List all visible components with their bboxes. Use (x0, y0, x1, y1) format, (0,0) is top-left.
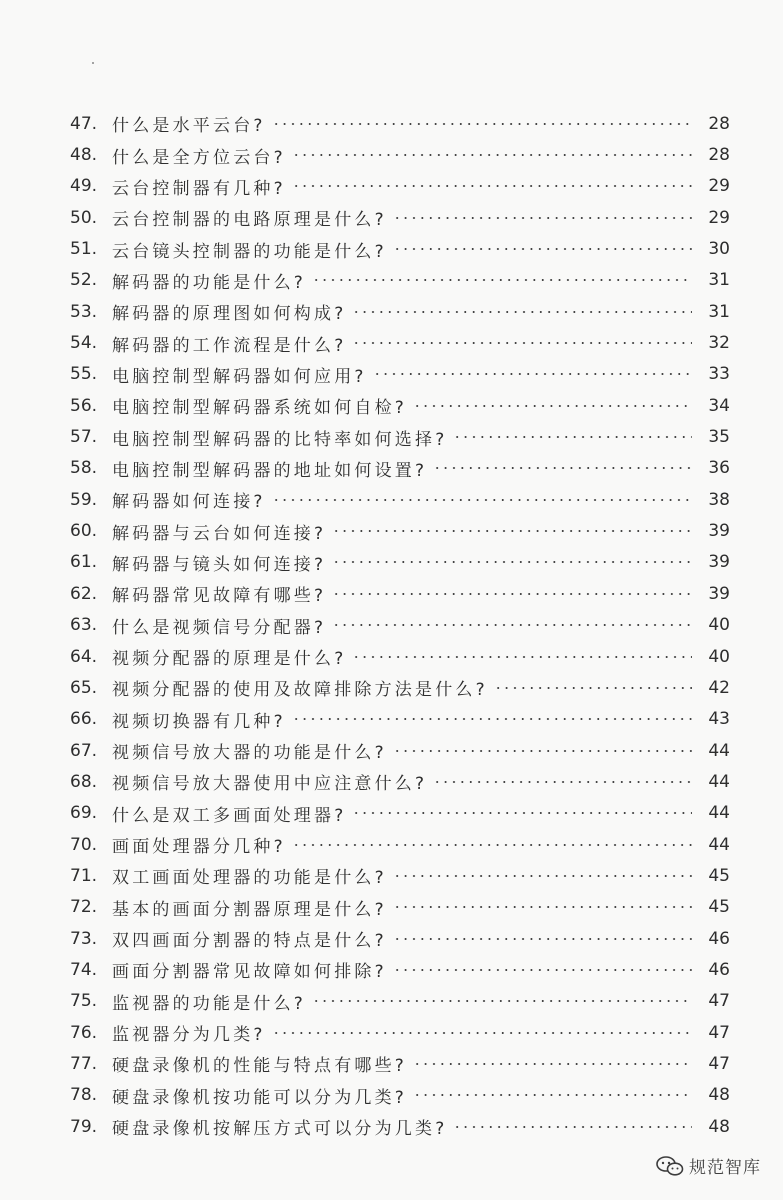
toc-entry[interactable] (70, 954, 730, 985)
toc-entry-number: 62. (70, 583, 98, 604)
dot-leader (393, 217, 692, 219)
toc-entry-page-number: 35 (708, 427, 730, 448)
toc-entry-number: 49. (70, 176, 98, 197)
dot-leader (393, 750, 692, 752)
toc-entry-number: 47. (70, 113, 98, 134)
dot-leader (393, 875, 692, 877)
dot-leader (453, 436, 692, 438)
toc-entry-page-number: 46 (708, 959, 730, 980)
toc-entry[interactable] (70, 327, 730, 358)
toc-entry-number: 66. (70, 709, 98, 730)
toc-entry[interactable] (70, 390, 730, 421)
toc-entry-number: 79. (70, 1116, 98, 1137)
toc-entry-page-number: 38 (708, 489, 730, 510)
toc-entry[interactable] (70, 578, 730, 609)
dot-leader (413, 405, 692, 407)
toc-entry-number: 78. (70, 1085, 98, 1106)
toc-entry-title: 基本的画面分割器原理是什么? (112, 899, 387, 920)
dot-leader (332, 624, 692, 626)
toc-entry[interactable] (70, 359, 730, 390)
toc-entry-number: 60. (70, 521, 98, 542)
toc-entry-number: 63. (70, 615, 98, 636)
dot-leader (292, 185, 692, 187)
toc-entry[interactable] (70, 672, 730, 703)
toc-entry-number: 72. (70, 897, 98, 918)
toc-entry[interactable] (70, 1111, 730, 1142)
dot-leader (352, 656, 692, 658)
dot-leader (413, 1063, 692, 1065)
toc-entry-title: 画面处理器分几种? (112, 837, 286, 858)
toc-entry-page-number: 44 (708, 740, 730, 761)
toc-entry-number: 50. (70, 207, 98, 228)
toc-entry-title: 画面分割器常见故障如何排除? (112, 962, 387, 983)
toc-entry[interactable] (70, 829, 730, 860)
toc-entry-page-number: 34 (708, 395, 730, 416)
toc-entry-page-number: 47 (708, 1053, 730, 1074)
toc-entry-title: 解码器与镜头如何连接? (112, 554, 327, 575)
toc-entry-page-number: 45 (708, 865, 730, 886)
toc-entry-number: 74. (70, 959, 98, 980)
table-of-contents (70, 108, 730, 1142)
dot-leader (393, 938, 692, 940)
dot-leader (272, 1032, 692, 1034)
toc-entry-page-number: 31 (708, 270, 730, 291)
dot-leader (292, 154, 692, 156)
toc-entry[interactable] (70, 202, 730, 233)
toc-entry-number: 52. (70, 270, 98, 291)
toc-entry-page-number: 40 (708, 615, 730, 636)
dot-leader (352, 812, 692, 814)
toc-entry-number: 73. (70, 928, 98, 949)
toc-entry-page-number: 44 (708, 803, 730, 824)
toc-entry[interactable] (70, 735, 730, 766)
toc-entry-page-number: 47 (708, 991, 730, 1012)
toc-entry-page-number: 43 (708, 709, 730, 730)
toc-entry-number: 76. (70, 1022, 98, 1043)
wechat-icon (655, 1155, 685, 1177)
toc-entry[interactable] (70, 610, 730, 641)
toc-entry[interactable] (70, 139, 730, 170)
dot-leader (312, 1000, 692, 1002)
toc-entry-page-number: 46 (708, 928, 730, 949)
toc-entry-number: 48. (70, 145, 98, 166)
dot-leader (312, 279, 692, 281)
toc-entry-title: 云台控制器的电路原理是什么? (112, 210, 387, 231)
toc-entry-title: 什么是水平云台? (112, 116, 266, 137)
toc-entry-title: 视频信号放大器使用中应注意什么? (112, 774, 428, 795)
toc-entry-title: 硬盘录像机按解压方式可以分为几类? (112, 1119, 448, 1140)
toc-entry[interactable] (70, 108, 730, 139)
toc-entry-number: 59. (70, 489, 98, 510)
toc-entry-title: 双工画面处理器的功能是什么? (112, 868, 387, 889)
toc-entry-number: 55. (70, 364, 98, 385)
toc-entry-number: 69. (70, 803, 98, 824)
toc-entry-page-number: 39 (708, 552, 730, 573)
dot-leader (393, 906, 692, 908)
toc-entry-page-number: 40 (708, 646, 730, 667)
toc-entry-number: 65. (70, 677, 98, 698)
toc-entry-number: 58. (70, 458, 98, 479)
toc-entry-number: 71. (70, 865, 98, 886)
dot-leader (433, 781, 692, 783)
toc-entry-page-number: 28 (708, 145, 730, 166)
dot-leader (433, 467, 692, 469)
toc-entry-title: 什么是全方位云台? (112, 147, 286, 168)
toc-entry-title: 云台控制器有几种? (112, 178, 286, 199)
toc-entry-title: 解码器常见故障有哪些? (112, 586, 327, 607)
toc-entry-number: 53. (70, 301, 98, 322)
dot-leader (332, 530, 692, 532)
toc-entry-number: 70. (70, 834, 98, 855)
watermark (655, 1153, 761, 1178)
toc-entry-title: 电脑控制型解码器系统如何自检? (112, 398, 408, 419)
toc-entry[interactable] (70, 1080, 730, 1111)
toc-entry[interactable] (70, 860, 730, 891)
toc-entry-title: 硬盘录像机按功能可以分为几类? (112, 1087, 408, 1108)
toc-entry-page-number: 47 (708, 1022, 730, 1043)
toc-entry-title: 视频分配器的使用及故障排除方法是什么? (112, 680, 488, 701)
toc-entry-page-number: 45 (708, 897, 730, 918)
toc-entry-title: 什么是双工多画面处理器? (112, 805, 347, 826)
dot-leader (272, 123, 692, 125)
toc-entry-title: 视频信号放大器的功能是什么? (112, 743, 387, 764)
toc-entry-number: 77. (70, 1053, 98, 1074)
toc-entry-number: 68. (70, 771, 98, 792)
toc-entry-number: 54. (70, 333, 98, 354)
dot-leader (494, 687, 692, 689)
toc-entry-page-number: 39 (708, 521, 730, 542)
toc-entry[interactable] (70, 704, 730, 735)
toc-entry-title: 解码器的原理图如何构成? (112, 304, 347, 325)
toc-entry-page-number: 36 (708, 458, 730, 479)
toc-entry[interactable] (70, 515, 730, 546)
toc-entry[interactable] (70, 892, 730, 923)
toc-entry-page-number: 42 (708, 677, 730, 698)
toc-entry-page-number: 29 (708, 207, 730, 228)
toc-entry-page-number: 28 (708, 113, 730, 134)
dot-leader (393, 969, 692, 971)
dot-leader (352, 342, 692, 344)
toc-entry[interactable] (70, 641, 730, 672)
toc-entry-title: 硬盘录像机的性能与特点有哪些? (112, 1056, 408, 1077)
toc-entry-page-number: 39 (708, 583, 730, 604)
dot-leader (373, 373, 692, 375)
toc-entry-page-number: 31 (708, 301, 730, 322)
toc-entry[interactable] (70, 1048, 730, 1079)
toc-entry-number: 75. (70, 991, 98, 1012)
toc-entry-title: 什么是视频信号分配器? (112, 617, 327, 638)
toc-entry[interactable] (70, 171, 730, 202)
toc-entry[interactable] (70, 421, 730, 452)
dot-leader (272, 499, 692, 501)
toc-entry[interactable] (70, 766, 730, 797)
toc-entry-title: 双四画面分割器的特点是什么? (112, 931, 387, 952)
toc-entry-title: 电脑控制型解码器如何应用? (112, 366, 367, 387)
toc-entry-page-number: 33 (708, 364, 730, 385)
toc-entry-number: 64. (70, 646, 98, 667)
watermark-text: 规范智库 (689, 1158, 761, 1178)
toc-entry[interactable] (70, 547, 730, 578)
toc-entry[interactable] (70, 923, 730, 954)
toc-entry-number: 56. (70, 395, 98, 416)
toc-entry-page-number: 44 (708, 834, 730, 855)
dot-leader (332, 593, 692, 595)
dot-leader (352, 311, 692, 313)
toc-entry-page-number: 32 (708, 333, 730, 354)
dot-leader (332, 561, 692, 563)
toc-entry-title: 解码器的工作流程是什么? (112, 335, 347, 356)
toc-entry[interactable] (70, 265, 730, 296)
toc-entry-title: 监视器的功能是什么? (112, 993, 307, 1014)
toc-entry-title: 电脑控制型解码器的地址如何设置? (112, 460, 428, 481)
scan-speck (92, 62, 94, 64)
toc-entry-page-number: 29 (708, 176, 730, 197)
dot-leader (393, 248, 692, 250)
toc-entry-title: 云台镜头控制器的功能是什么? (112, 241, 387, 262)
toc-entry-title: 解码器与云台如何连接? (112, 523, 327, 544)
toc-entry[interactable] (70, 1017, 730, 1048)
dot-leader (413, 1094, 692, 1096)
toc-entry-title: 解码器的功能是什么? (112, 272, 307, 293)
toc-entry-number: 57. (70, 427, 98, 448)
toc-entry[interactable] (70, 296, 730, 327)
toc-entry-page-number: 48 (708, 1085, 730, 1106)
dot-leader (292, 718, 692, 720)
dot-leader (453, 1126, 692, 1128)
toc-entry[interactable] (70, 233, 730, 264)
toc-entry-page-number: 48 (708, 1116, 730, 1137)
toc-entry[interactable] (70, 453, 730, 484)
toc-entry[interactable] (70, 484, 730, 515)
toc-entry-title: 视频分配器的原理是什么? (112, 649, 347, 670)
toc-entry-page-number: 30 (708, 239, 730, 260)
toc-entry-title: 视频切换器有几种? (112, 711, 286, 732)
toc-entry-title: 电脑控制型解码器的比特率如何选择? (112, 429, 448, 450)
toc-entry[interactable] (70, 798, 730, 829)
toc-entry-title: 解码器如何连接? (112, 492, 266, 513)
toc-entry-page-number: 44 (708, 771, 730, 792)
dot-leader (292, 844, 692, 846)
toc-entry-title: 监视器分为几类? (112, 1025, 266, 1046)
toc-entry-number: 61. (70, 552, 98, 573)
toc-entry-number: 51. (70, 239, 98, 260)
toc-entry[interactable] (70, 986, 730, 1017)
toc-entry-number: 67. (70, 740, 98, 761)
